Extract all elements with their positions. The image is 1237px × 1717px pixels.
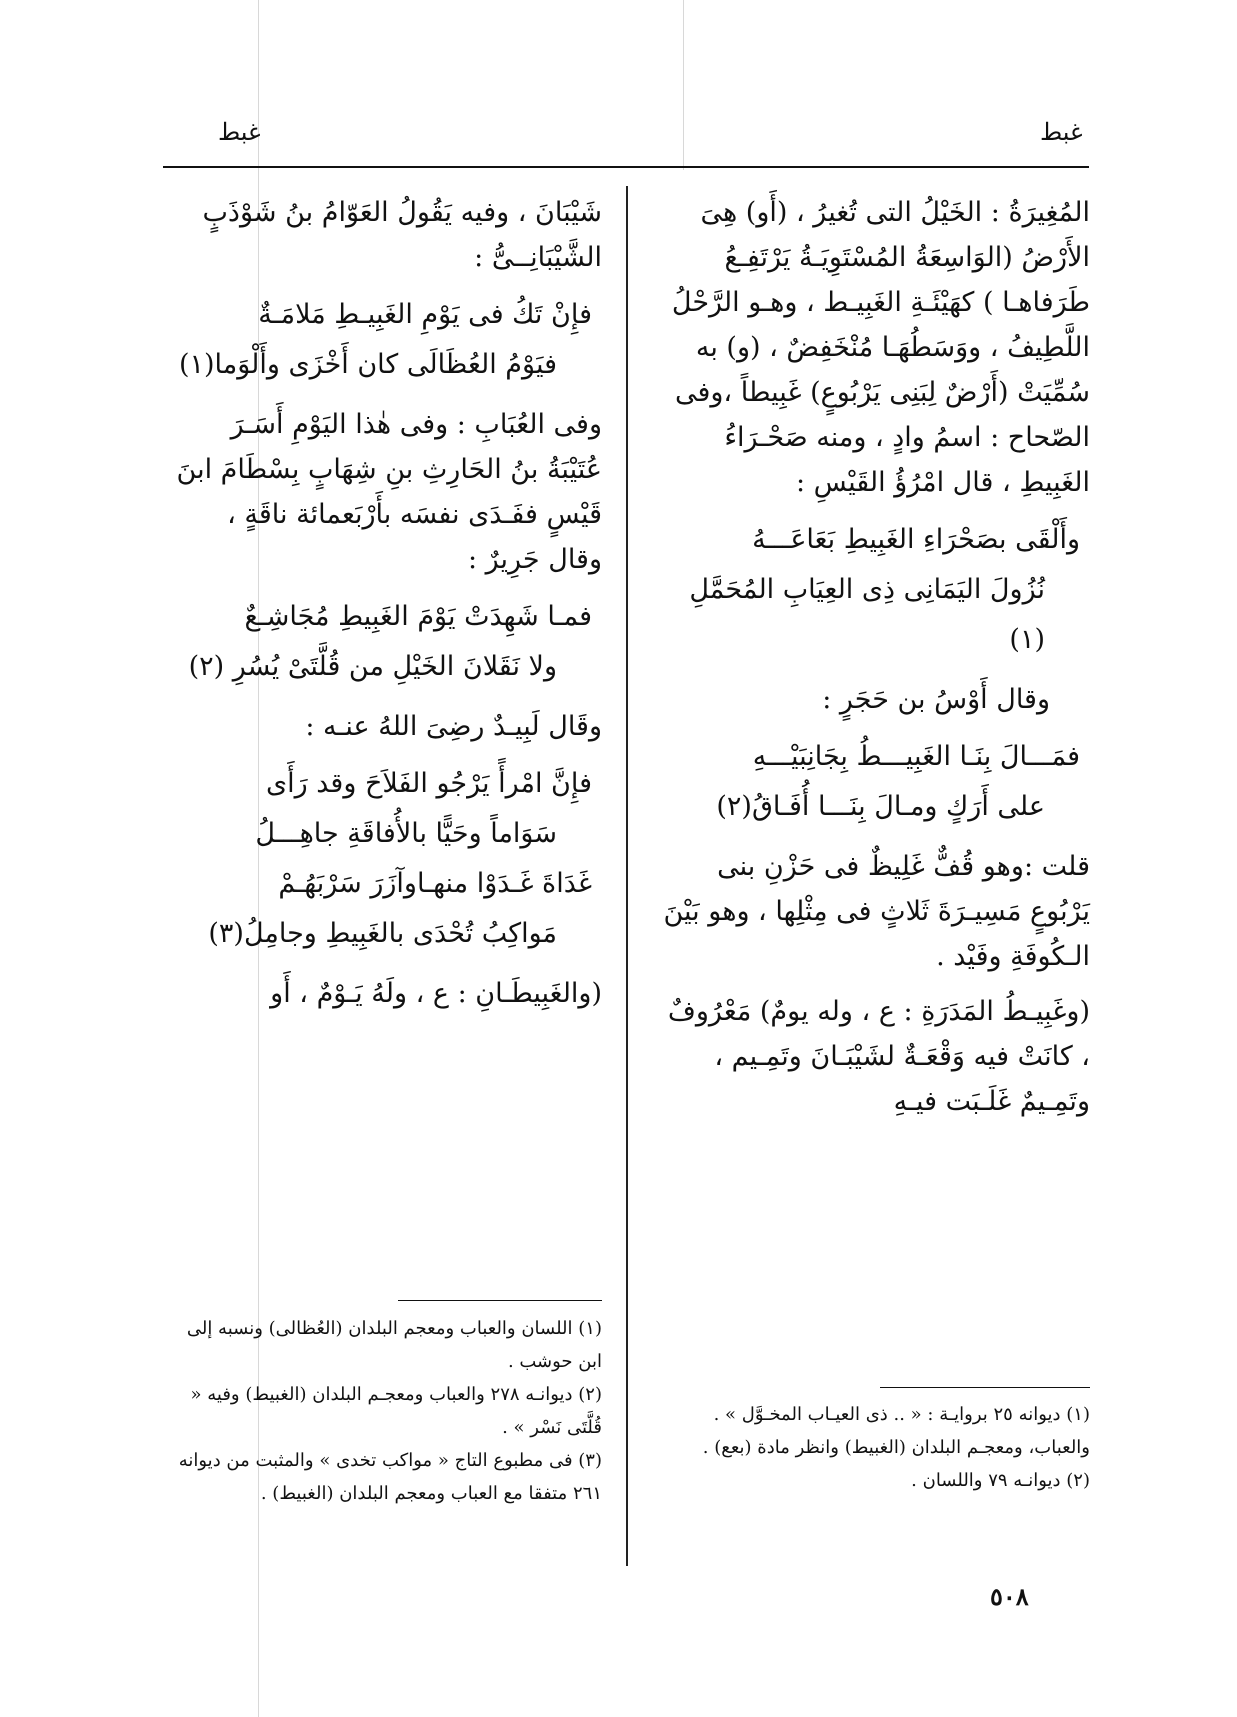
verse-hemistich: مَواكِبُ تُحْدَى بالغَبِيطِ وجامِلُ(٣) <box>208 918 557 949</box>
running-header-left: غبط <box>218 118 261 146</box>
verse-hemistich: فإِنْ تَكُ فى يَوْمِ الغَبِيـطِ مَلامَـةٌ <box>258 299 592 330</box>
right-column <box>660 190 1090 1134</box>
verse-hemistich: ولا نَقَلانَ الخَيْلِ من قُلَّتَىْ يُسُرِ (٢) <box>188 651 557 682</box>
paragraph: وفى العُبَابِ : وفى هٰذا اليَوْمِ أَسَـرَ عُتَيْبَةُ بنُ الحَارِثِ بنِ شِهَابٍ بِسْطَامَ ابنَ قَيْسٍ ففَـدَى نفسَه بأَرْبَعمائة ناقَةٍ ، وقال جَرِيرٌ : <box>176 409 602 575</box>
paragraph: (وغَبِيـطُ المَدَرَةِ : ع ، وله يومٌ) مَعْرُوفٌ ، كانَتْ فيه وَقْعَـةٌ لشَيْبَـانَ وتَمِـيم ، وتَمِـيمٌ غَلَـبَت فيـهِ <box>667 996 1090 1117</box>
verse-hemistich: على أَرَكٍ ومـالَ بِنَـــا أُفَـاقُ(٢) <box>716 791 1045 822</box>
footnote-rule <box>880 1387 1090 1388</box>
poem-verse <box>660 732 1090 832</box>
footnotes-left <box>170 1312 602 1510</box>
scan-fold-line <box>683 0 684 170</box>
footnote: (٣) فى مطبوع التاج « مواكب تخدى » والمثبت من ديوانه ٢٦١ متفقا مع العباب ومعجم البلدان (الغبيط) . <box>178 1450 602 1504</box>
footnote: (٢) ديوانـه ٢٧٨ والعباب ومعجـم البلدان (الغبيط) وفيه « قُلَّتَى نَسْر » . <box>190 1384 602 1438</box>
header-rule <box>163 166 1089 168</box>
footnote: (١) ديوانه ٢٥ بروايـة : « .. ذى العيـاب المخـوَّل » . والعباب، ومعجـم البلدان (الغبيط) وانظر مادة (بعع) . <box>702 1404 1090 1458</box>
verse-hemistich: فمَـــالَ بِنَـا الغَبِيـــطُ بِجَانِبَيْـــهِ <box>752 741 1080 772</box>
footnotes-right <box>700 1398 1090 1497</box>
paragraph: قلت :وهو قُفٌّ غَلِيظٌ فى حَزْنِ بنى يَرْبُوعٍ مَسِيـرَةَ ثَلاثٍ فى مِثْلِها ، وهو بَيْنَ الـكُوفَةِ وفَيْد . <box>663 851 1090 972</box>
verse-hemistich: فمـا شَهِدَتْ يَوْمَ الغَبِيطِ مُجَاشِـعٌ <box>244 601 592 632</box>
verse-hemistich: نُزُولَ اليَمَانِى ذِى العِيَابِ المُحَمَّلِ (١) <box>689 574 1045 655</box>
running-header-right: غبط <box>1040 118 1083 146</box>
poem-verse <box>170 759 602 959</box>
verse-hemistich: فإِنَّ امْرأً يَرْجُو الفَلاَحَ وقد رَأَى <box>265 768 592 799</box>
paragraph: المُغِيرَةُ : الخَيْلُ التى تُغيرُ ، (أَو) هِىَ الأَرْضُ (الوَاسِعَةُ المُسْتَوِيَـةُ يَرْتَفِـعُ طَرَفاهـا ) كهَيْئَـةِ الغَبِيـط ، وهـو الرَّحْلُ اللَّطِيفُ ، ووَسَطُهَـا مُنْخَفِضٌ ، (و) به سُمِّيَتْ (أَرْضٌ لِبَنِى يَرْبُوعٍ) غَبِيطاً ،وفى الصّحاح : اسمُ وادٍ ، ومنه صَحْـرَاءُ الغَبِيطِ ، قال امْرُؤُ القَيْسِ : <box>671 197 1090 498</box>
paragraph: (والغَبِيطَـانِ : ع ، ولَهُ يَـوْمٌ ، أَو <box>270 978 602 1009</box>
verse-hemistich: وأَلْقَى بصَحْرَاءِ الغَبِيطِ بَعَاعَـــهُ <box>752 524 1080 555</box>
page-number: ٥٠٨ <box>990 1582 1029 1611</box>
verse-hemistich: سَوَاماً وحَيًّا بالأُفاقَةِ جاهِـــلُ <box>255 818 557 849</box>
poem-verse <box>170 290 602 390</box>
paragraph: وقَال لَبِيـدٌ رضِىَ اللهُ عنـه : <box>305 711 602 742</box>
paragraph: شَيْبَانَ ، وفيه يَقُولُ العَوّامُ بنُ شَوْذَبٍ الشَّيْبَانِــىُّ : <box>202 197 602 273</box>
verse-hemistich: غَدَاةَ غَـدَوْا منهـاوآزَرَ سَرْبَهُـمْ <box>278 868 592 899</box>
poem-verse <box>660 515 1090 665</box>
footnote-rule <box>398 1300 602 1301</box>
footnote: (١) اللسان والعباب ومعجم البلدان (العُظالى) ونسبه إلى ابن حوشب . <box>186 1318 602 1372</box>
paragraph: وقال أَوْسُ بن حَجَرٍ : <box>822 684 1050 715</box>
verse-hemistich: فيَوْمُ العُظَالَى كان أَخْزَى وأَلْوَما(١) <box>178 349 557 380</box>
column-divider <box>626 186 628 1566</box>
left-column <box>170 190 602 1026</box>
footnote: (٢) ديوانـه ٧٩ واللسان . <box>911 1470 1090 1491</box>
poem-verse <box>170 592 602 692</box>
